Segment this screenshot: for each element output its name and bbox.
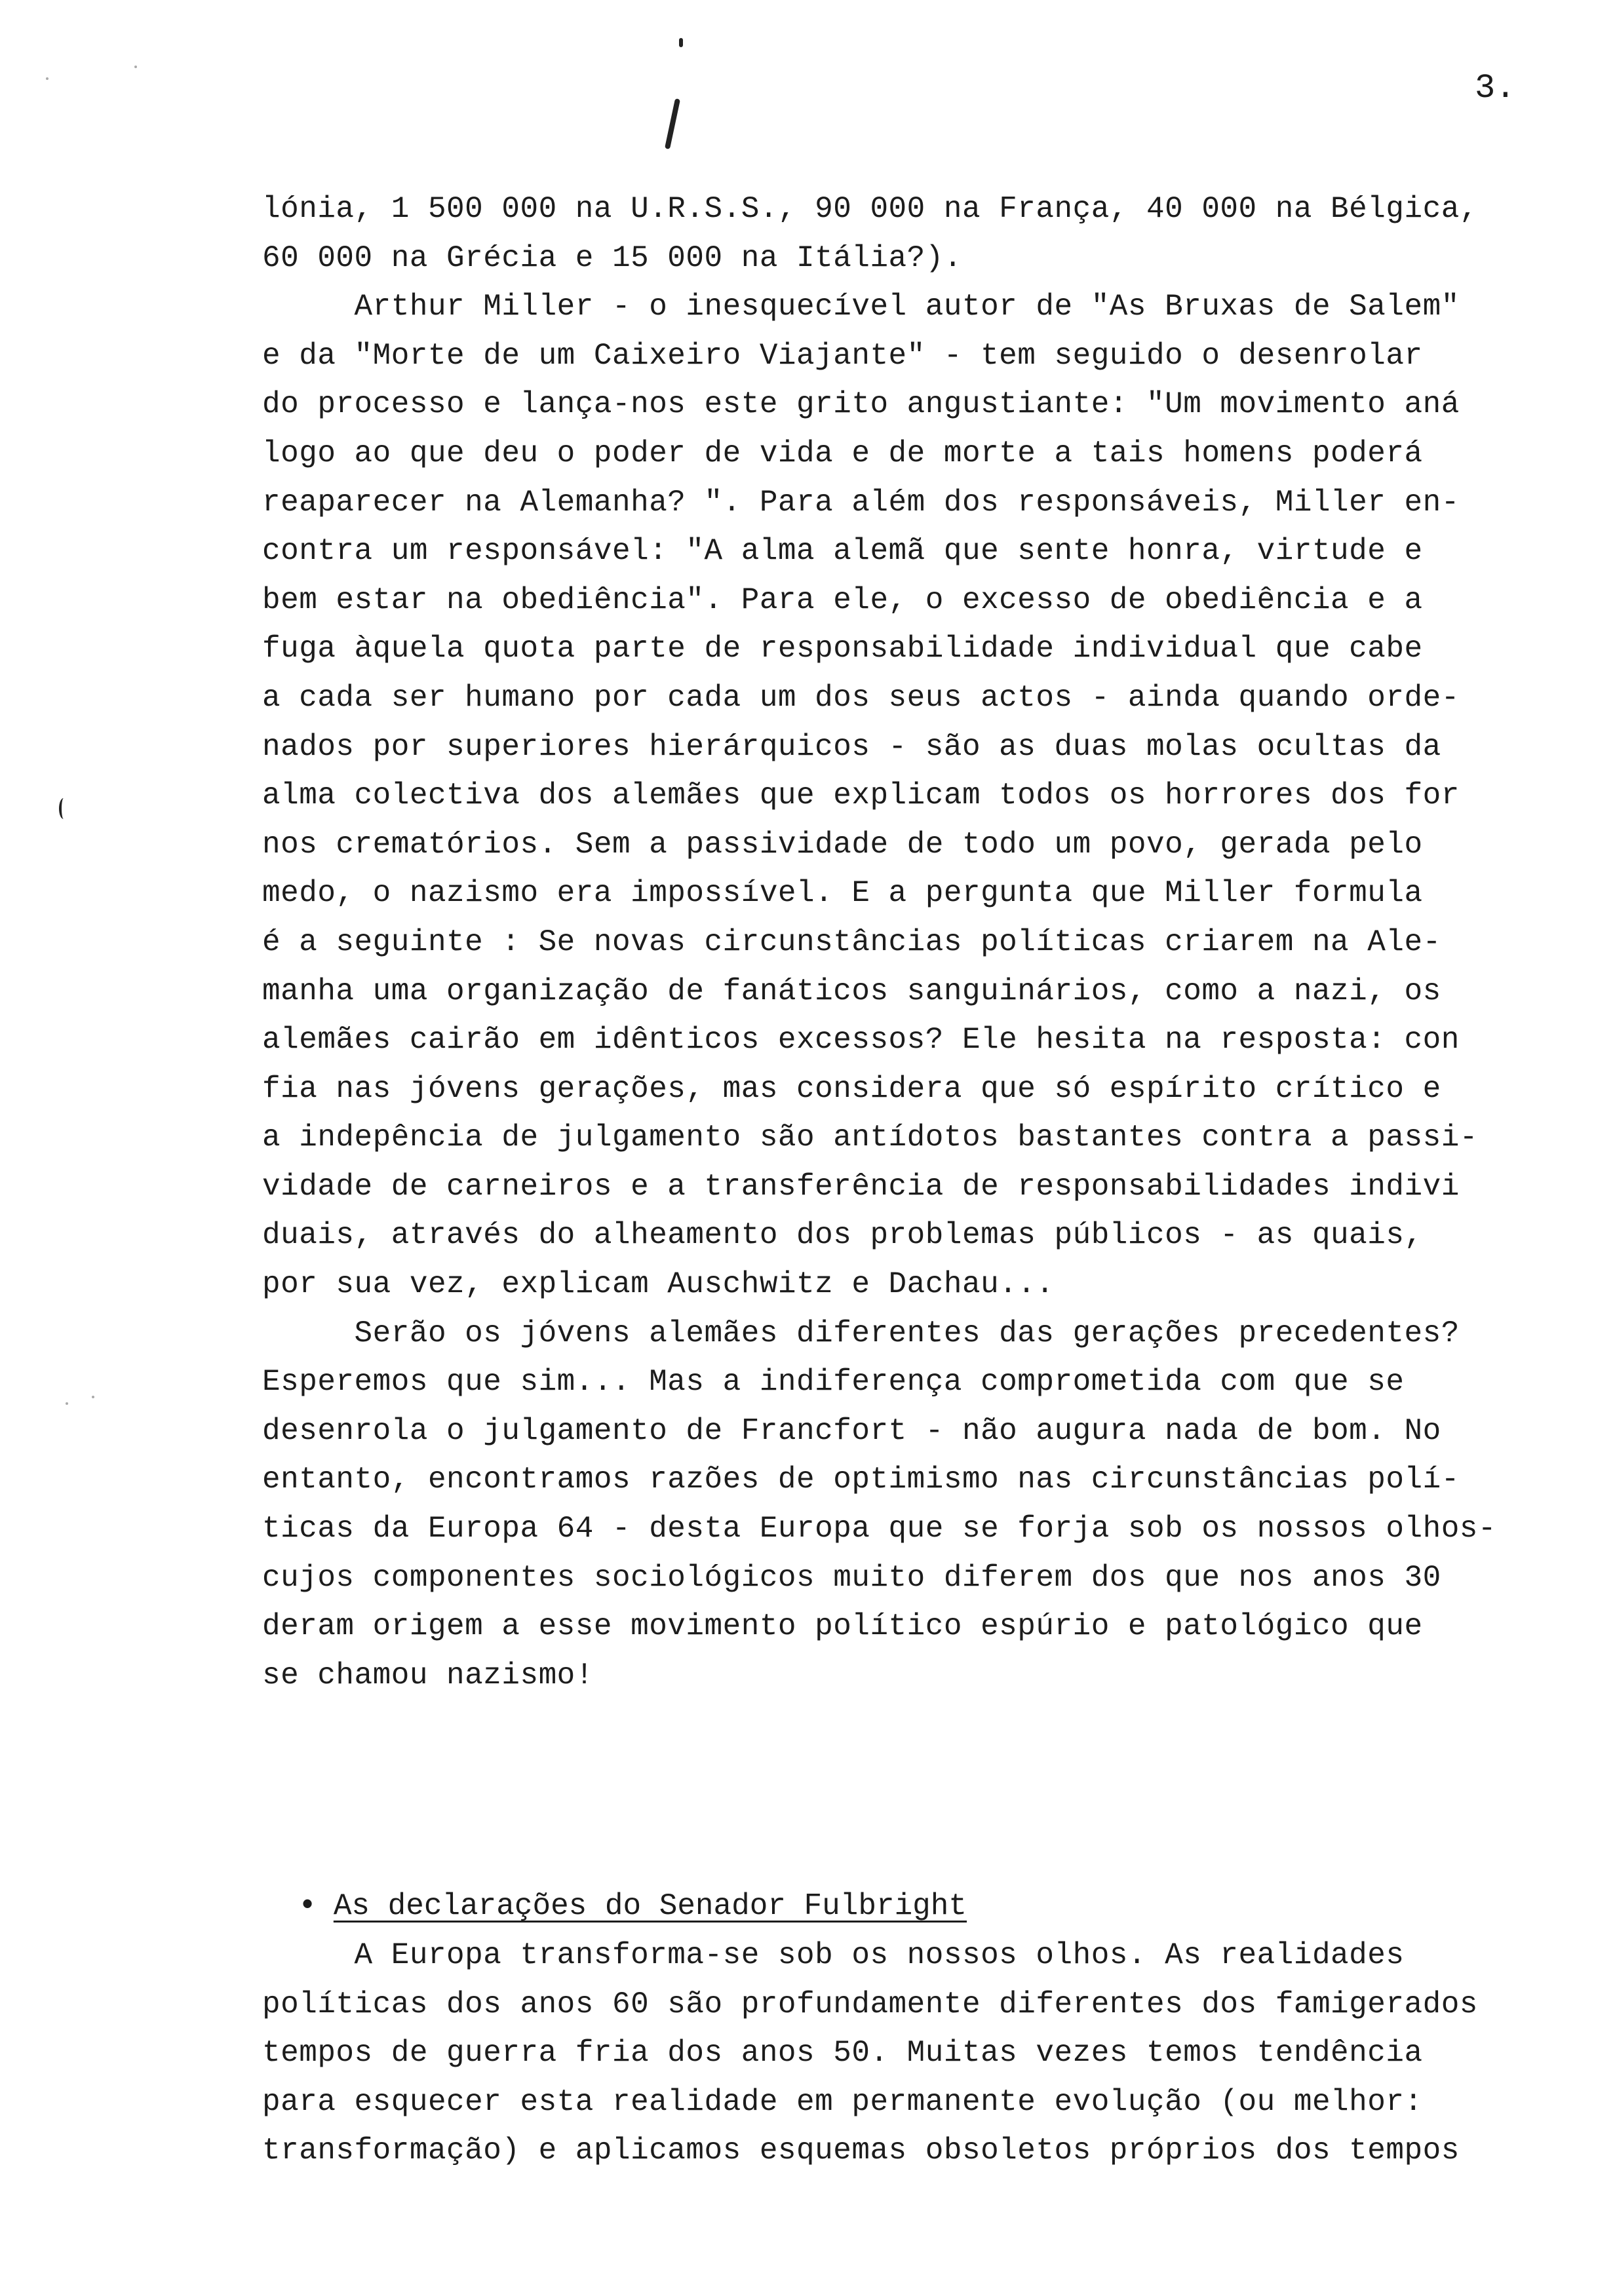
text-line: se chamou nazismo! xyxy=(262,1658,594,1693)
text-line: manha uma organização de fanáticos sanguinários, como a nazi, os xyxy=(262,974,1441,1008)
text-line: cujos componentes sociológicos muito diferem dos que nos anos 30 xyxy=(262,1560,1441,1595)
text-line: a indepência de julgamento são antídotos bastantes contra a passi- xyxy=(262,1120,1478,1155)
ink-slash-mark xyxy=(665,98,680,149)
text-line: A Europa transforma-se sob os nossos olhos. As realidades xyxy=(262,1938,1405,1972)
section-heading-text: As declarações do Senador Fulbright xyxy=(333,1889,967,1923)
margin-dot xyxy=(66,1402,68,1405)
margin-dot xyxy=(46,77,49,80)
text-line: e da "Morte de um Caixeiro Viajante" - tem seguido o desenrolar xyxy=(262,338,1423,373)
text-line: Serão os jóvens alemães diferentes das gerações precedentes? xyxy=(262,1316,1460,1350)
ink-tick-mark xyxy=(679,38,683,47)
text-line: políticas dos anos 60 são profundamente diferentes dos famigerados xyxy=(262,1987,1478,2021)
page-number: 3. xyxy=(1475,69,1516,107)
text-line: para esquecer esta realidade em permanente evolução (ou melhor: xyxy=(262,2084,1423,2119)
text-line: do processo e lança-nos este grito angustiante: "Um movimento aná xyxy=(262,387,1460,422)
text-line: vidade de carneiros e a transferência de responsabilidades indivi xyxy=(262,1169,1460,1204)
text-line: desenrola o julgamento de Francfort - não augura nada de bom. No xyxy=(262,1413,1441,1448)
text-line: fuga àquela quota parte de responsabilidade individual que cabe xyxy=(262,632,1423,666)
text-line: alma colectiva dos alemães que explicam todos os horrores dos for xyxy=(262,778,1460,813)
margin-dot xyxy=(92,1396,94,1398)
text-line: tempos de guerra fria dos anos 50. Muitas vezes temos tendência xyxy=(262,2036,1423,2071)
text-line: Arthur Miller - o inesquecível autor de "As Bruxas de Salem" xyxy=(262,290,1460,324)
text-line: entanto, encontramos razões de optimismo nas circunstâncias polí- xyxy=(262,1463,1460,1497)
margin-paren-mark xyxy=(59,798,68,819)
text-line: nados por superiores hierárquicos - são as duas molas ocultas da xyxy=(262,729,1441,764)
text-line: bem estar na obediência". Para ele, o excesso de obediência e a xyxy=(262,583,1423,617)
text-line: logo ao que deu o poder de vida e de morte a tais homens poderá xyxy=(262,436,1423,470)
text-line: lónia, 1 500 000 na U.R.S.S., 90 000 na França, 40 000 na Bélgica, xyxy=(262,192,1478,226)
text-line: fia nas jóvens gerações, mas considera que só espírito crítico e xyxy=(262,1071,1441,1106)
body-paragraph-2 xyxy=(262,1931,1606,2175)
text-line: deram origem a esse movimento político espúrio e patológico que xyxy=(262,1609,1423,1644)
text-line: a cada ser humano por cada um dos seus actos - ainda quando orde- xyxy=(262,680,1460,715)
text-line: medo, o nazismo era impossível. E a pergunta que Miller formula xyxy=(262,876,1423,911)
text-line: 60 000 na Grécia e 15 000 na Itália?). xyxy=(262,240,962,275)
section-heading xyxy=(262,1833,967,1930)
text-line: contra um responsável: "A alma alemã que sente honra, virtude e xyxy=(262,534,1423,569)
text-line: ticas da Europa 64 - desta Europa que se forja sob os nossos olhos- xyxy=(262,1512,1497,1546)
text-line: é a seguinte : Se novas circunstâncias políticas criarem na Ale- xyxy=(262,925,1441,959)
text-line: alemães cairão em idênticos excessos? Ele hesita na resposta: con xyxy=(262,1023,1460,1058)
bullet-icon: • xyxy=(298,1889,317,1923)
text-line: reaparecer na Alemanha? ". Para além dos responsáveis, Miller en- xyxy=(262,485,1460,520)
text-line: transformação) e aplicamos esquemas obsoletos próprios dos tempos xyxy=(262,2133,1460,2168)
text-line: duais, através do alheamento dos problemas públicos - as quais, xyxy=(262,1218,1423,1253)
body-paragraph-1 xyxy=(262,185,1606,1700)
text-line: Esperemos que sim... Mas a indiferença comprometida com que se xyxy=(262,1365,1405,1400)
text-line: nos crematórios. Sem a passividade de todo um povo, gerada pelo xyxy=(262,827,1423,862)
text-line: por sua vez, explicam Auschwitz e Dachau... xyxy=(262,1267,1055,1302)
margin-dot xyxy=(134,66,137,68)
